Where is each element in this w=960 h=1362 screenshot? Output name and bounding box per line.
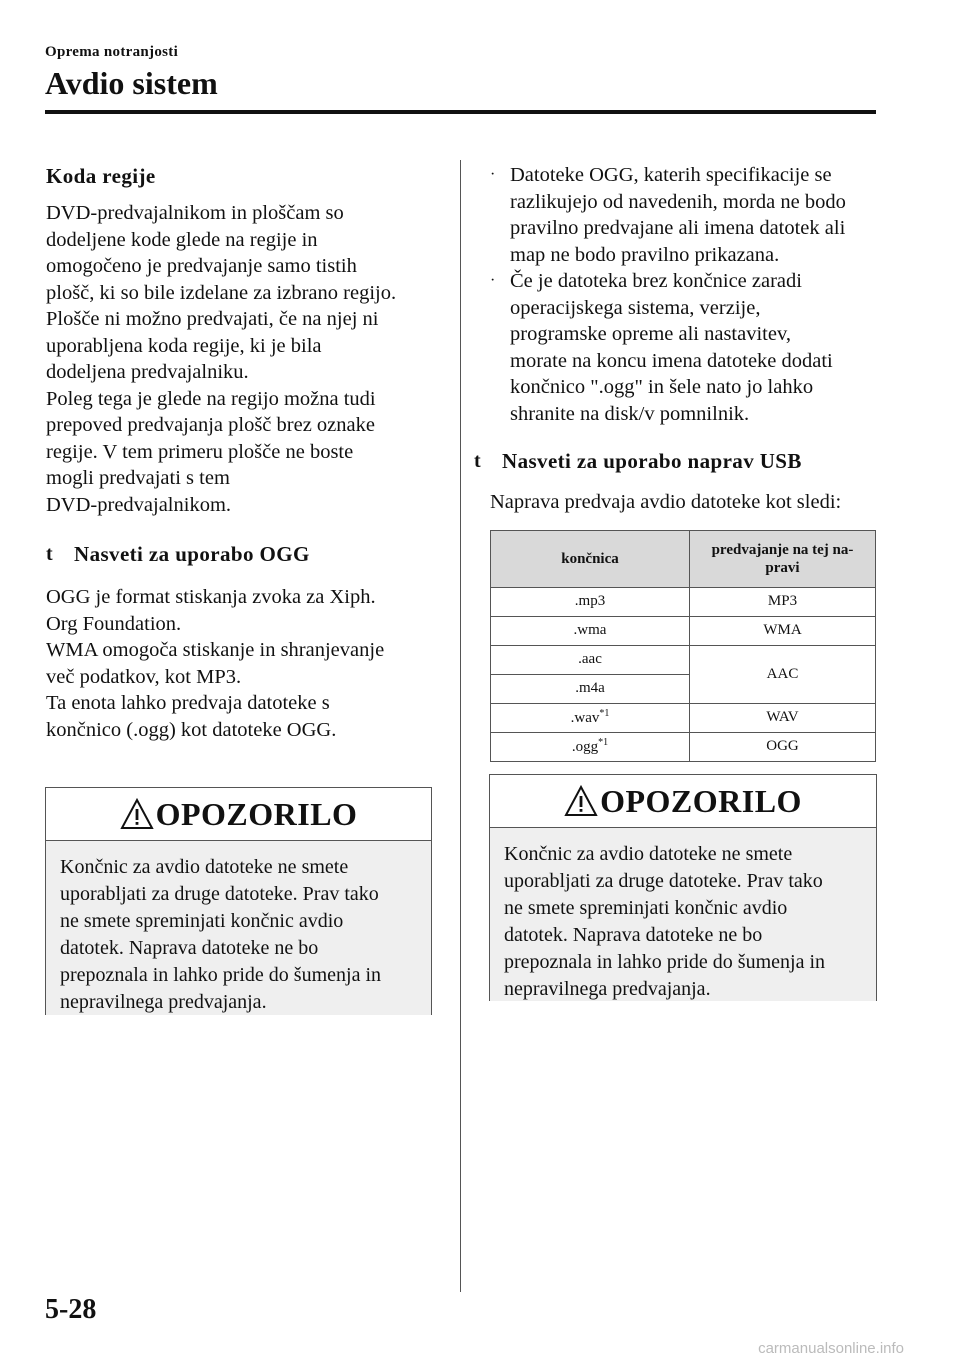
region-code-heading: Koda regije bbox=[46, 164, 156, 188]
extension-table bbox=[490, 530, 876, 762]
table-header-row bbox=[491, 530, 876, 587]
bullet-icon: · bbox=[490, 166, 496, 183]
table-cell-extension: .m4a bbox=[491, 674, 690, 703]
footnote-mark: *1 bbox=[598, 737, 609, 748]
extension-text: .wav bbox=[570, 710, 600, 726]
section-marker-icon: t bbox=[46, 543, 54, 565]
table-cell-format: WAV bbox=[690, 703, 876, 732]
ogg-heading bbox=[46, 540, 431, 568]
warning-header bbox=[46, 788, 431, 841]
left-column bbox=[46, 162, 431, 743]
right-column bbox=[474, 162, 876, 762]
usb-heading bbox=[474, 447, 876, 475]
table-row bbox=[491, 732, 876, 761]
warning-box-left bbox=[45, 787, 432, 1015]
header-rule bbox=[45, 110, 876, 114]
column-divider bbox=[460, 160, 461, 1292]
ogg-heading-label: Nasveti za uporabo OGG bbox=[74, 542, 310, 566]
bullet-icon: · bbox=[490, 272, 496, 289]
table-cell-format: MP3 bbox=[690, 587, 876, 616]
table-cell-format: WMA bbox=[690, 616, 876, 645]
list-item bbox=[490, 162, 876, 268]
list-item bbox=[490, 268, 876, 427]
ogg-text: OGG je format stiskanja zvoka za Xiph. Org Foundation. WMA omogoča stiskanje in shranjevanje več podatkov, kot MP3. Ta enota lahko predvaja datoteke s končnico (.ogg) kot datoteke OGG. bbox=[46, 586, 385, 741]
table-header-extension: končnica bbox=[491, 530, 690, 587]
watermark: carmanualsonline.info bbox=[758, 1340, 904, 1357]
warning-triangle-icon bbox=[564, 784, 598, 818]
table-cell-format: AAC bbox=[690, 645, 876, 703]
warning-box-right bbox=[489, 774, 877, 1001]
page-number: 5-28 bbox=[45, 1294, 97, 1325]
bullet-text: Če je datoteka brez končnice zaradi operacijskega sistema, verzije, programske opreme ali nastavitev, morate na koncu imena datoteke dodati končnico ".ogg" in šele nato jo lahko shranite na disk/v pomnilnik. bbox=[510, 270, 833, 425]
table-cell-extension bbox=[491, 732, 690, 761]
section-marker-icon: t bbox=[474, 450, 482, 472]
table-cell-extension: .mp3 bbox=[491, 587, 690, 616]
warning-text: Končnic za avdio datoteke ne smete uporabljati za druge datoteke. Prav tako ne smete spreminjati končnic avdio datotek. Naprava datoteke ne bo prepoznala in lahko pride do šumenja in nepravilnega predvajanja. bbox=[490, 828, 876, 1001]
table-row bbox=[491, 645, 876, 674]
warning-label: OPOZORILO bbox=[155, 796, 358, 832]
region-code-text: DVD-predvajalnikom in ploščam so dodeljene kode glede na regije in omogočeno je predvajanje samo tistih plošč, ki so bile izdelane za izbrano regijo. Plošče ni možno predvajati, če na njej ni uporabljena koda regije, ki je bila dodeljena predvajalniku. Poleg tega je glede na regijo možna tudi prepoved predvajanja plošč brez oznake regije. V tem primeru plošče ne boste mogli predvajati s tem DVD-predvajalnikom. bbox=[46, 202, 397, 516]
table-cell-format: OGG bbox=[690, 732, 876, 761]
warning-text: Končnic za avdio datoteke ne smete uporabljati za druge datoteke. Prav tako ne smete spreminjati končnic avdio datotek. Naprava datoteke ne bo prepoznala in lahko pride do šumenja in nepravilnega predvajanja. bbox=[46, 841, 431, 1015]
usb-intro-text: Naprava predvaja avdio datoteke kot sledi: bbox=[490, 491, 842, 513]
table-row bbox=[491, 587, 876, 616]
usb-heading-label: Nasveti za uporabo naprav USB bbox=[502, 449, 802, 473]
warning-header bbox=[490, 775, 876, 828]
table-header-playback: predvajanje na tej na- pravi bbox=[690, 530, 876, 587]
table-cell-extension: .aac bbox=[491, 645, 690, 674]
footnote-mark: *1 bbox=[599, 708, 610, 719]
extension-text: .ogg bbox=[571, 739, 599, 755]
table-row bbox=[491, 616, 876, 645]
page-title: Avdio sistem bbox=[45, 65, 218, 101]
section-label: Oprema notranjosti bbox=[45, 44, 179, 60]
bullet-text: Datoteke OGG, katerih specifikacije se razlikujejo od navedenih, morda ne bodo pravilno predvajane ali imena datotek ali map ne bodo pravilno prikazana. bbox=[510, 164, 846, 266]
table-cell-extension: .wma bbox=[491, 616, 690, 645]
table-cell-extension bbox=[491, 703, 690, 732]
warning-label: OPOZORILO bbox=[600, 783, 802, 819]
warning-triangle-icon bbox=[120, 797, 154, 831]
table-row bbox=[491, 703, 876, 732]
